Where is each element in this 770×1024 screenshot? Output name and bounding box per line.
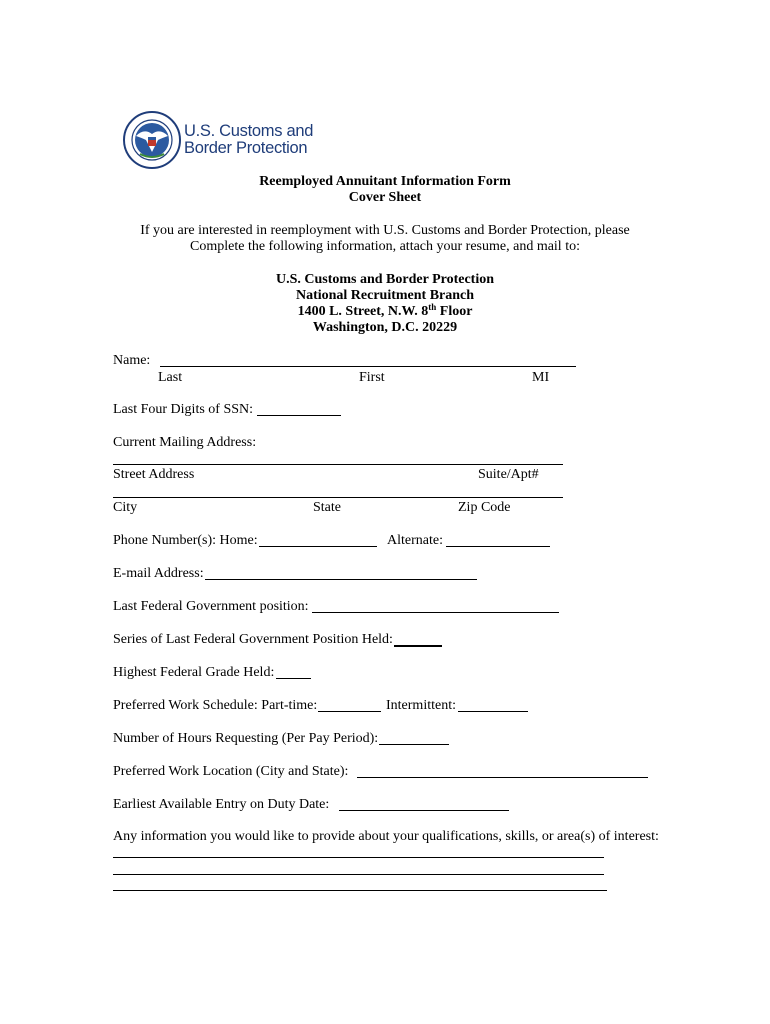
- phone-home-label: Phone Number(s): Home:: [113, 533, 258, 548]
- intermittent-field[interactable]: [458, 711, 528, 712]
- phone-alternate-label: Alternate:: [387, 533, 443, 548]
- intro-line-2: Complete the following information, attach your resume, and mail to:: [190, 239, 580, 254]
- name-first-caption: First: [359, 370, 385, 385]
- form-subtitle: Cover Sheet: [348, 190, 422, 205]
- name-mi-caption: MI: [532, 370, 550, 385]
- ssn-field[interactable]: [257, 415, 341, 416]
- grade-field[interactable]: [276, 678, 311, 679]
- location-field[interactable]: [357, 777, 648, 778]
- intro-line-1: If you are interested in reemployment with U.S. Customs and Border Protection, please: [140, 223, 630, 238]
- email-label: E-mail Address:: [113, 566, 204, 581]
- city-caption: City: [113, 500, 138, 515]
- logo-line-1: U.S. Customs and: [184, 122, 314, 140]
- address-line-3: 1400 L. Street, N.W. 8th Floor: [297, 302, 473, 319]
- address-line-1: U.S. Customs and Border Protection: [275, 272, 495, 287]
- series-label: Series of Last Federal Government Position Held:: [113, 632, 393, 647]
- zip-code-caption: Zip Code: [458, 500, 511, 515]
- state-caption: State: [313, 500, 341, 515]
- dhs-seal-icon: [122, 110, 182, 170]
- street-address-caption: Street Address: [113, 467, 195, 482]
- additional-info-line-2[interactable]: [113, 874, 604, 875]
- phone-alternate-field[interactable]: [446, 546, 550, 547]
- location-label: Preferred Work Location (City and State):: [113, 764, 349, 779]
- form-title: Reemployed Annuitant Information Form: [259, 174, 511, 189]
- last-position-field[interactable]: [312, 612, 559, 613]
- part-time-label: Preferred Work Schedule: Part-time:: [113, 698, 318, 713]
- address-line-4: Washington, D.C. 20229: [312, 320, 458, 335]
- part-time-field[interactable]: [318, 711, 381, 712]
- cbp-logo: [122, 110, 322, 172]
- mailing-address-label: Current Mailing Address:: [113, 435, 257, 450]
- phone-home-field[interactable]: [259, 546, 377, 547]
- logo-line-2: Border Protection: [184, 139, 308, 157]
- series-field[interactable]: [394, 645, 442, 647]
- name-last-caption: Last: [158, 370, 183, 385]
- suite-apt-caption: Suite/Apt#: [478, 467, 539, 482]
- ssn-label: Last Four Digits of SSN:: [113, 402, 254, 417]
- additional-info-line-1[interactable]: [113, 857, 604, 858]
- street-address-field[interactable]: [113, 464, 563, 465]
- name-field[interactable]: [160, 366, 576, 367]
- hours-label: Number of Hours Requesting (Per Pay Period):: [113, 731, 379, 746]
- name-label: Name:: [113, 353, 151, 368]
- hours-field[interactable]: [379, 744, 449, 745]
- additional-info-line-3[interactable]: [113, 890, 607, 891]
- grade-label: Highest Federal Grade Held:: [113, 665, 275, 680]
- entry-date-label: Earliest Available Entry on Duty Date:: [113, 797, 330, 812]
- email-field[interactable]: [205, 579, 477, 580]
- entry-date-field[interactable]: [339, 810, 509, 811]
- additional-info-label: Any information you would like to provide about your qualifications, skills, or area(s) of interest:: [113, 829, 659, 844]
- address-line-2: National Recruitment Branch: [295, 288, 475, 303]
- intermittent-label: Intermittent:: [386, 698, 456, 713]
- city-state-zip-field[interactable]: [113, 497, 563, 498]
- last-position-label: Last Federal Government position:: [113, 599, 309, 614]
